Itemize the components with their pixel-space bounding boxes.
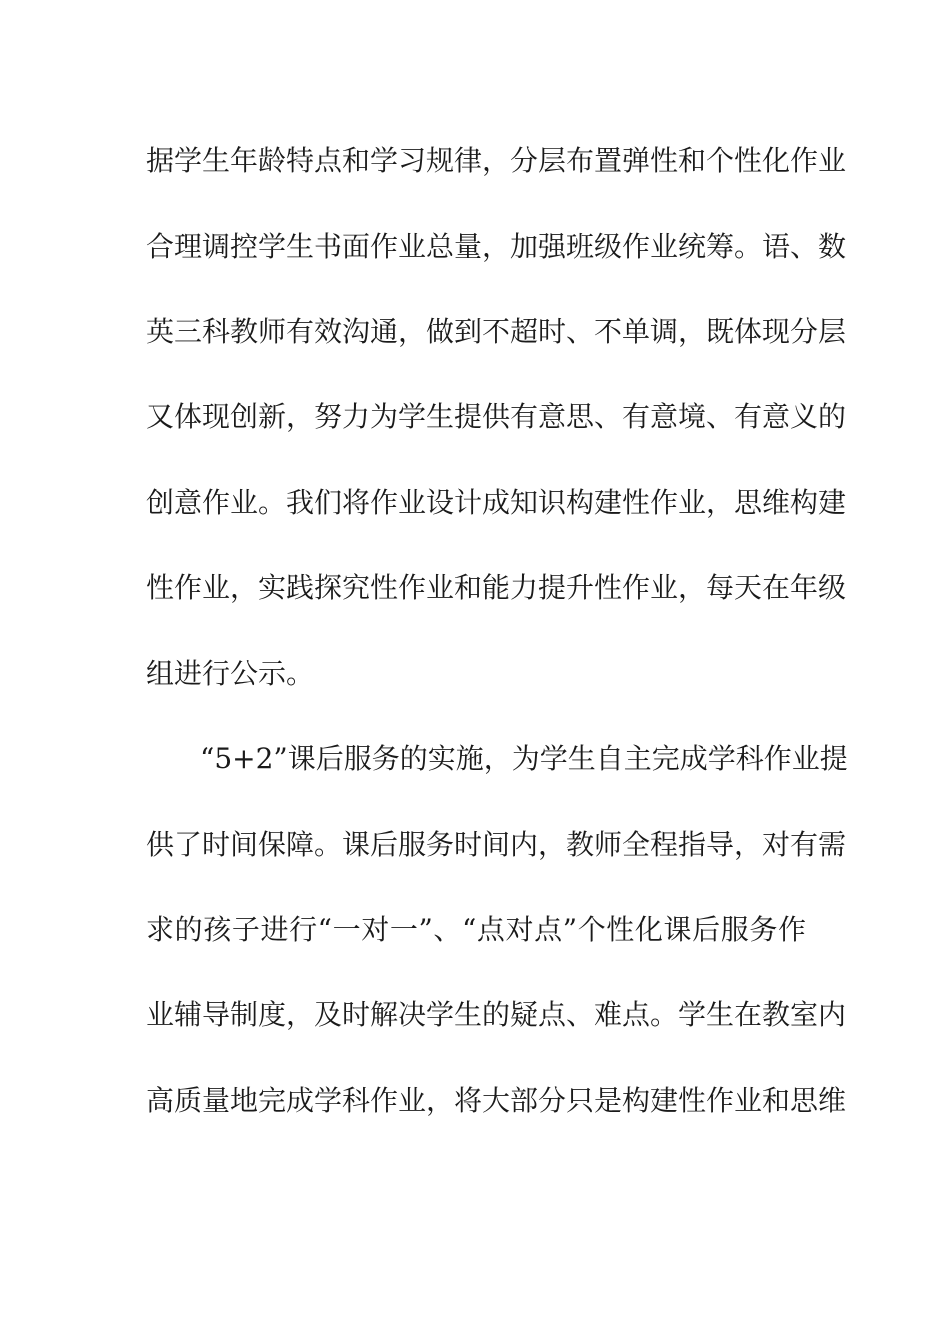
paragraph-2-line-2: 供了时间保障。课后服务时间内，教师全程指导，对有需 [146, 828, 847, 861]
paragraph-1-line-1: 据学生年龄特点和学习规律，分层布置弹性和个性化作业 [146, 144, 847, 177]
paragraph-2-line-4: 业辅导制度，及时解决学生的疑点、难点。学生在教室内 [146, 998, 847, 1031]
paragraph-1-line-2: 合理调控学生书面作业总量，加强班级作业统筹。语、数 [146, 230, 847, 263]
paragraph-2-line-3: 求的孩子进行“一对一”、“点对点”个性化课后服务作 [146, 913, 806, 946]
paragraph-1-line-6: 性作业，实践探究性作业和能力提升性作业，每天在年级 [146, 571, 847, 604]
paragraph-2-line-5: 高质量地完成学科作业，将大部分只是构建性作业和思维 [146, 1084, 847, 1117]
paragraph-1-line-5: 创意作业。我们将作业设计成知识构建性作业，思维构建 [146, 486, 847, 519]
paragraph-1-line-3: 英三科教师有效沟通，做到不超时、不单调，既体现分层 [146, 315, 847, 348]
paragraph-1-line-7: 组进行公示。 [146, 657, 315, 690]
paragraph-1-line-4: 又体现创新，努力为学生提供有意思、有意境、有意义的 [146, 400, 847, 433]
paragraph-2-line-1: “5+2”课后服务的实施，为学生自主完成学科作业提 [200, 742, 848, 775]
